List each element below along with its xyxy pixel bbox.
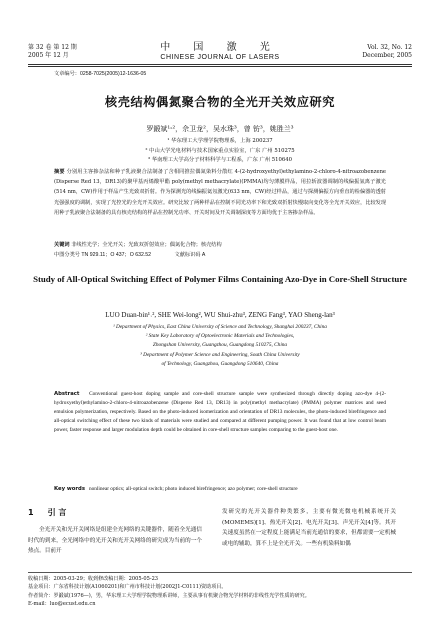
affiliation: of Technology, Guangzhou, Guangdong 510640, China — [161, 360, 279, 367]
header-rule-thin — [28, 66, 412, 67]
affiliation: ¹ 华东理工大学理学院物理系，上海 200237 — [167, 138, 273, 144]
abstract-cn — [54, 167, 386, 218]
keywords-text-en: nonlinear optics; all-optical switch; photo induced birefringence; azo polymer; core-shell structure — [88, 486, 298, 492]
footnote-received: 收稿日期：2005-03-29；收到修改稿日期：2005-05-23 — [28, 576, 159, 582]
clc-number: 中图分类号 TN 929.11；O 437；O 632.52 — [54, 252, 152, 258]
body-column-left — [28, 507, 202, 557]
abstract-en — [54, 390, 386, 435]
body-column-right — [222, 507, 396, 549]
abstract-text-cn: 分别用主客掺杂法和种子乳液聚合法制备了含相同推拉偶氮染料分散红 4-(2-hydroxyethyl)ethylamino-2-chloro-4-nitroazobenzene (Disperse Red 13，DR13)的聚甲基丙烯酸甲酯 poly(methyl methacrylate)(PMMA)均匀薄膜样品，用拉斩波器调制的线偏振氩离子激光(514 nm，CW)作用于样品产生光致双折射。作为探测光的线偏振氦氖激光(633 nm，CW)经过样品，通过与探测偏振方向垂直的检偏器的透射光强强度的调制，实现了光控光的全光开关效应。研究比较了两种样品在控制不同光功率下和光致双折射快慢取向变化等全光开关效应，比较发现用种子乳液聚合法制备的具有核壳结构的样品在控制光功率、开关时间及开关调制深度等方面均优于主客掺杂样品。 — [54, 169, 387, 216]
article-number: 文章编号：0258-7025(2005)12-1636-05 — [54, 71, 147, 77]
volume-issue-en: Vol. 32, No. 12 December, 2005 — [362, 44, 412, 59]
authors-en: LUO Duan-bin¹˒², SHE Wei-long², WU Shui-zhu³, ZENG Fang³, YAO Sheng-lan³ — [105, 311, 335, 319]
paper-title-cn: 核壳结构偶氮聚合物的全光开关效应研究 — [104, 95, 336, 109]
footnote-email: E-mail：luo@ecust.edu.cn — [28, 600, 96, 607]
abstract-label-cn: 摘要 — [54, 169, 65, 175]
journal-name: 中 国 激 光 CHINESE JOURNAL OF LASERS — [160, 42, 280, 61]
header-rule — [28, 64, 412, 65]
affiliation: ¹ Department of Physics, East China University of Science and Technology, Shanghai 200237, China — [113, 324, 327, 330]
abstract-text-en: Conventional guest-host doping sample and core-shell structure sample were synthesized through directly doping azo-dye 4-(2-hydroxyethyl)ethylamino-2-chloro-4-nitroazobenzene (Disperse Red 13, DR13) in poly(methyl methacrylate) (PMMA) polymer matrices and seed emulsion polymerization, respectively. Based on the photo-induced isomerization and orientation of DR13 molecules, the photo-induced birefringence and all-optical switching effect of these two kinds of materials were studied and compared at different pumping power. It was found that at low control beam power, faster response and larger modulation depth could be obtained in core-shell structure samples comparing to the guest-host one. — [54, 391, 386, 433]
affiliation: Zhongshan University, Guangzhou, Guangdong 510275, China — [152, 342, 288, 349]
footnotes — [28, 572, 412, 608]
keywords-cn — [54, 241, 386, 248]
footnote-funding: 基金项目：广东省科技计划(A1060201)和广州市科技计划(2002J1-C0111)资助项目。 — [28, 584, 227, 591]
authors-cn: 罗鍛斌¹˒²，佘卫龙²，吴水珠³，曾 钫³，姚胜兰³ — [146, 125, 294, 133]
keywords-label-en: Key words — [54, 486, 85, 492]
keywords-label-cn: 关键词 — [54, 242, 70, 248]
affiliation: ³ 华南理工大学高分子材料科学与工程系，广东 广州 510640 — [148, 157, 292, 163]
affiliation: ² State Key Laboratory of Optoelectronic Materials and Technologies, — [145, 333, 295, 340]
affiliation: ² 中山大学光电材料与技术国家重点实验室，广东 广州 510275 — [145, 147, 295, 154]
body-paragraph: 发研究的光开关器件种类繁多，主要有微光微电机械系统开关(MOMEMS)[1]、热光开关[2]、电光开关[3]、声光开关[4]等。其开关速度虽然在一定程度上能满足当前光通信的要求，但都需要一定机械或电的辅助，算不上是全光开关。一些有机染料如偶 — [222, 509, 396, 547]
affiliations-en — [30, 323, 410, 369]
classification-cn — [54, 251, 386, 258]
affiliation: ³ Department of Polymer Science and Engineering, South China University — [140, 351, 300, 358]
paper-title-en: Study of All-Optical Switching Effect of Polymer Films Containing Azo-Dye in Core-Shell Structure — [33, 274, 407, 284]
section-title: 引 言 — [47, 508, 67, 517]
volume-issue: 第 32 卷 第 12 期 2005 年 12 月 — [28, 44, 77, 59]
section-heading — [28, 507, 202, 519]
section-number: 1 — [28, 508, 34, 517]
body-paragraph: 全光开关和光开关网络是组建全光网络的关键器件，随着全光通信时代的到来，全光网络中的光开关和光开关网络的研究成为当前的一个热点。目前开 — [28, 527, 202, 554]
document-code: 文献标识码 A — [174, 252, 206, 258]
keywords-text-cn: 非线性光学；全光开关；光致双折射效应；偶氮化合物；核壳结构 — [71, 242, 222, 248]
footnote-author: 作者简介：罗鍛斌(1976—)，男，华东理工大学理学院物理系讲师，主要从事有机聚合物光学材料的非线性光学性质的研究。 — [28, 592, 310, 599]
journal-header — [28, 42, 412, 64]
abstract-label-en: Abstract — [54, 391, 80, 397]
keywords-en — [54, 486, 386, 492]
affiliations-cn — [0, 137, 440, 166]
